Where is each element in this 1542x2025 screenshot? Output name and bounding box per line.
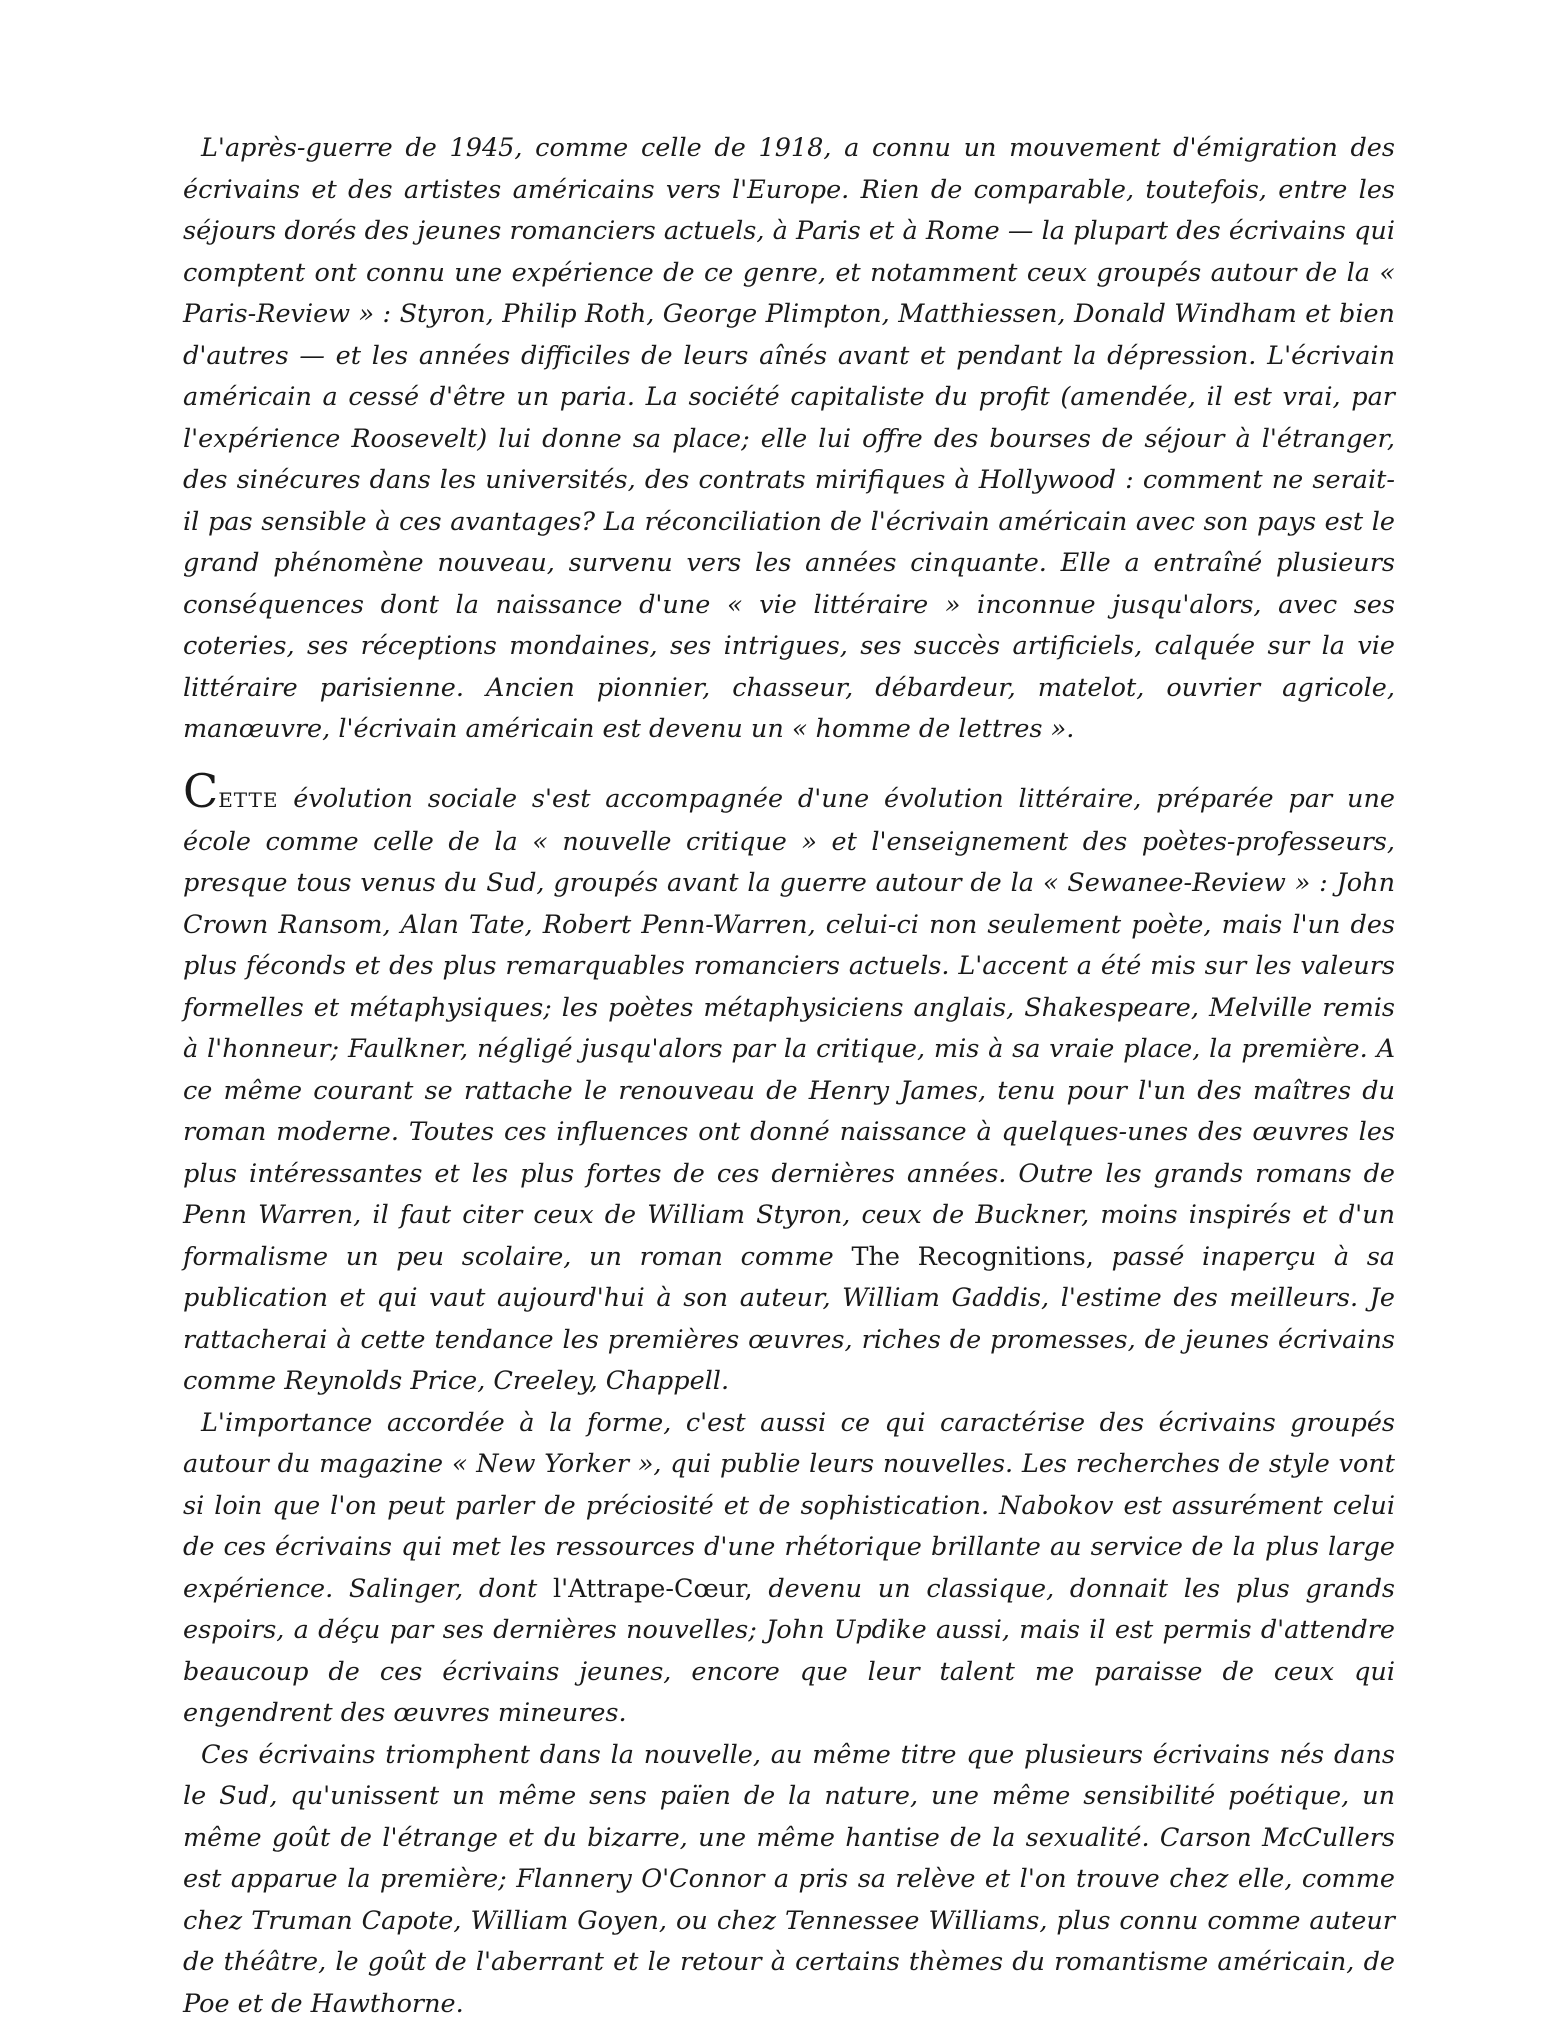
main-section [183, 776, 1395, 2025]
paragraph-2-text-b: devenu un classique, donnait les plus grands espoirs, a déçu par ses dernières nouvelles; John Updike aussi, mais il est permis d'attendre beaucoup de ces écrivains jeunes, encore que leur talent me paraisse de ceux qui engendrent des œuvres mineures. [183, 1574, 1395, 1729]
section-paragraph-1 [183, 776, 1395, 1403]
drop-cap: C [183, 764, 218, 818]
section-paragraph-3: Ces écrivains triomphent dans la nouvelle, au même titre que plusieurs écrivains nés dans le Sud, qu'unissent un même sens païen de la nature, une même sensibilité poétique, un même goût de l'étrange et du bizarre, une même hantise de la sexualité. Carson McCullers est apparue la première; Flannery O'Connor a pris sa relève et l'on trouve chez elle, comme chez Truman Capote, William Goyen, ou chez Tennessee Williams, plus connu comme auteur de théâtre, le goût de l'aberrant et le retour à certains thèmes du romantisme américain, de Poe et de Hawthorne. [183, 1735, 1395, 2025]
small-caps-lead: ETTE [218, 788, 278, 812]
intro-block [183, 128, 1395, 751]
section-paragraph-2 [183, 1403, 1395, 1735]
intro-paragraph: L'après-guerre de 1945, comme celle de 1918, a connu un mouvement d'émigration des écrivains et des artistes américains vers l'Europe. Rien de comparable, toutefois, entre les séjours dorés des jeunes romanciers actuels, à Paris et à Rome — la plupart des écrivains qui comptent ont connu une expérience de ce genre, et notamment ceux groupés autour de la « Paris-Review » : Styron, Philip Roth, George Plimpton, Matthiessen, Donald Windham et bien d'autres — et les années difficiles de leurs aînés avant et pendant la dépression. L'écrivain américain a cessé d'être un paria. La société capitaliste du profit (amendée, il est vrai, par l'expérience Roosevelt) lui donne sa place; elle lui offre des bourses de séjour à l'étranger, des sinécures dans les universités, des contrats mirifiques à Hollywood : comment ne serait-il pas sensible à ces avantages? La réconciliation de l'écrivain américain avec son pays est le grand phénomène nouveau, survenu vers les années cinquante. Elle a entraîné plusieurs conséquences dont la naissance d'une « vie littéraire » inconnue jusqu'alors, avec ses coteries, ses réceptions mondaines, ses intrigues, ses succès artificiels, calquée sur la vie littéraire parisienne. Ancien pionnier, chasseur, débardeur, matelot, ouvrier agricole, manœuvre, l'écrivain américain est devenu un « homme de lettres ». [183, 128, 1395, 751]
book-title-attrape-coeur: l'Attrape-Cœur, [553, 1574, 753, 1604]
book-title-recognitions: The Recognitions, [851, 1242, 1093, 1272]
paragraph-1-text-b: passé inaperçu à sa publication et qui vaut aujourd'hui à son auteur, William Gaddis, l'estime des meilleurs. Je rattacherai à cette tendance les premières œuvres, riches de promesses, de jeunes écrivains comme Reynolds Price, Creeley, Chappell. [183, 1242, 1395, 1397]
paragraph-2-text-a: L'importance accordée à la forme, c'est aussi ce qui caractérise des écrivains groupés autour du magazine « New Yorker », qui publie leurs nouvelles. Les recherches de style vont si loin que l'on peut parler de préciosité et de sophistication. Nabokov est assurément celui de ces écrivains qui met les ressources d'une rhétorique brillante au service de la plus large expérience. Salinger, dont [183, 1408, 1395, 1604]
paragraph-1-text-a: évolution sociale s'est accompagnée d'une évolution littéraire, préparée par une école comme celle de la « nouvelle critique » et l'enseignement des poètes-professeurs, presque tous venus du Sud, groupés avant la guerre autour de la « Sewanee-Review » : John Crown Ransom, Alan Tate, Robert Penn-Warren, celui-ci non seulement poète, mais l'un des plus féconds et des plus remarquables romanciers actuels. L'accent a été mis sur les valeurs formelles et métaphysiques; les poètes métaphysiciens anglais, Shakespeare, Melville remis à l'honneur; Faulkner, négligé jusqu'alors par la critique, mis à sa vraie place, la première. A ce même courant se rattache le renouveau de Henry James, tenu pour l'un des maîtres du roman moderne. Toutes ces influences ont donné naissance à quelques-unes des œuvres les plus intéressantes et les plus fortes de ces dernières années. Outre les grands romans de Penn Warren, il faut citer ceux de William Styron, ceux de Buckner, moins inspirés et d'un formalisme un peu scolaire, un roman comme [183, 784, 1395, 1272]
